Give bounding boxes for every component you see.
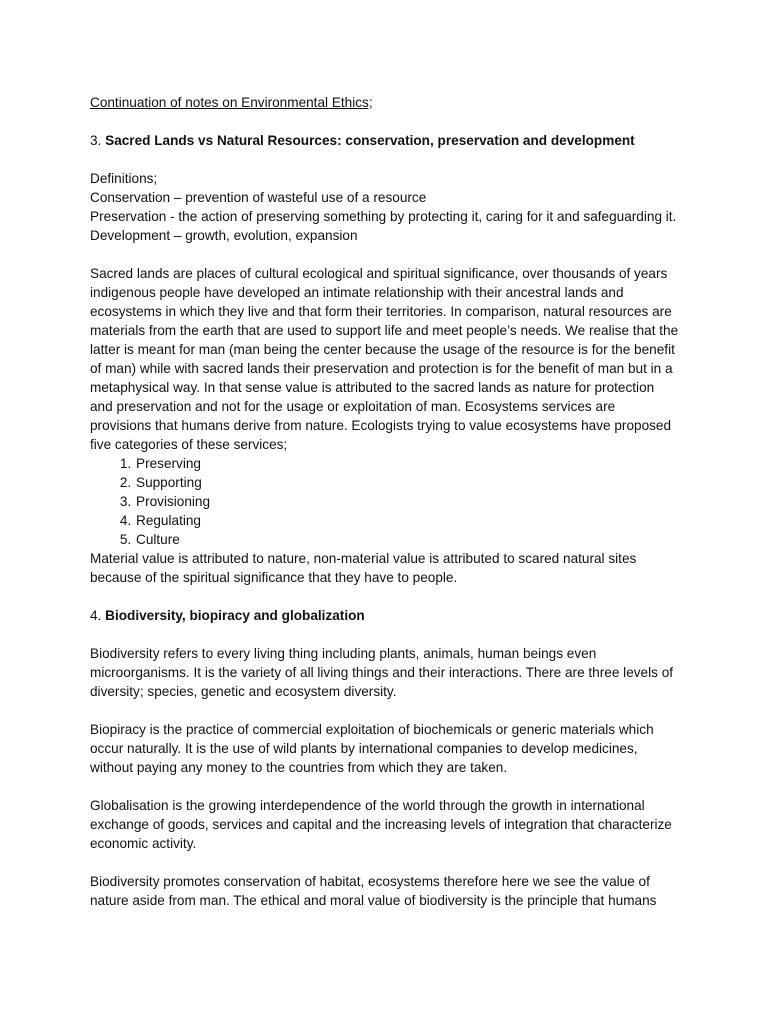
globalisation-paragraph: Globalisation is the growing interdependence of the world through the growth in international exchange of goods, services and capital and the increasing levels of integration that characterize economic activity.: [90, 798, 672, 851]
section-4-number: 4.: [90, 608, 102, 623]
list-item: 2. Supporting: [135, 473, 680, 492]
definition-preservation: Preservation - the action of preserving something by protecting it, caring for it and safeguarding it.: [90, 209, 677, 224]
spacer: [90, 701, 680, 720]
biopiracy-paragraph: Biopiracy is the practice of commercial exploitation of biochemicals or generic materials which occur naturally. It is the use of wild plants by international companies to develop medicines, without paying any money to the countries from which they are taken.: [90, 722, 654, 775]
spacer: [90, 853, 680, 872]
spacer: [90, 112, 680, 131]
spacer: [90, 245, 680, 264]
section-3-title: Sacred Lands vs Natural Resources: conservation, preservation and development: [105, 133, 635, 148]
section-4-heading: [90, 606, 680, 625]
sacred-lands-paragraph: Sacred lands are places of cultural ecological and spiritual significance, over thousands of years indigenous people have developed an intimate relationship with their ancestral lands and ecosystems in which they live and that form their territories. In comparison, natural resources are materials from the earth that are used to support life and meet people’s needs. We realise that the latter is meant for man (man being the center because the usage of the resource is for the benefit of man) while with sacred lands their preservation and protection is for the benefit of man but in a metaphysical way. In that sense value is attributed to the sacred lands as nature for protection and preservation and not for the usage or exploitation of man. Ecosystems services are provisions that humans derive from nature. Ecologists trying to value ecosystems have proposed five categories of these services;: [90, 266, 679, 452]
list-item: 1. Preserving: [135, 454, 680, 473]
definition-conservation: Conservation – prevention of wasteful use of a resource: [90, 190, 427, 205]
section-3-heading: [90, 131, 680, 150]
list-item: 4. Regulating: [135, 511, 680, 530]
document-body: [90, 93, 680, 910]
biodiversity-value-paragraph: Biodiversity promotes conservation of habitat, ecosystems therefore here we see the value of nature aside from man. The ethical and moral value of biodiversity is the principle that humans: [90, 874, 657, 908]
material-value-paragraph: Material value is attributed to nature, non-material value is attributed to scared natural sites because of the spiritual significance that they have to people.: [90, 551, 637, 585]
list-item: 5. Culture: [135, 530, 680, 549]
list-item: 3. Provisioning: [135, 492, 680, 511]
definition-development: Development – growth, evolution, expansion: [90, 228, 358, 243]
biodiversity-paragraph: Biodiversity refers to every living thing including plants, animals, human beings even microorganisms. It is the variety of all living things and their interactions. There are three levels of diversity; species, genetic and ecosystem diversity.: [90, 646, 674, 699]
section-3-number: 3.: [90, 133, 102, 148]
spacer: [90, 625, 680, 644]
spacer: [90, 587, 680, 606]
definitions-label: Definitions;: [90, 171, 158, 186]
section-4-title: Biodiversity, biopiracy and globalization: [105, 608, 365, 623]
page-bottom-clip: [90, 872, 680, 910]
document-title: Continuation of notes on Environmental Ethics;: [90, 95, 373, 110]
spacer: [90, 777, 680, 796]
spacer: [90, 150, 680, 169]
ecosystem-services-list: [90, 454, 680, 549]
